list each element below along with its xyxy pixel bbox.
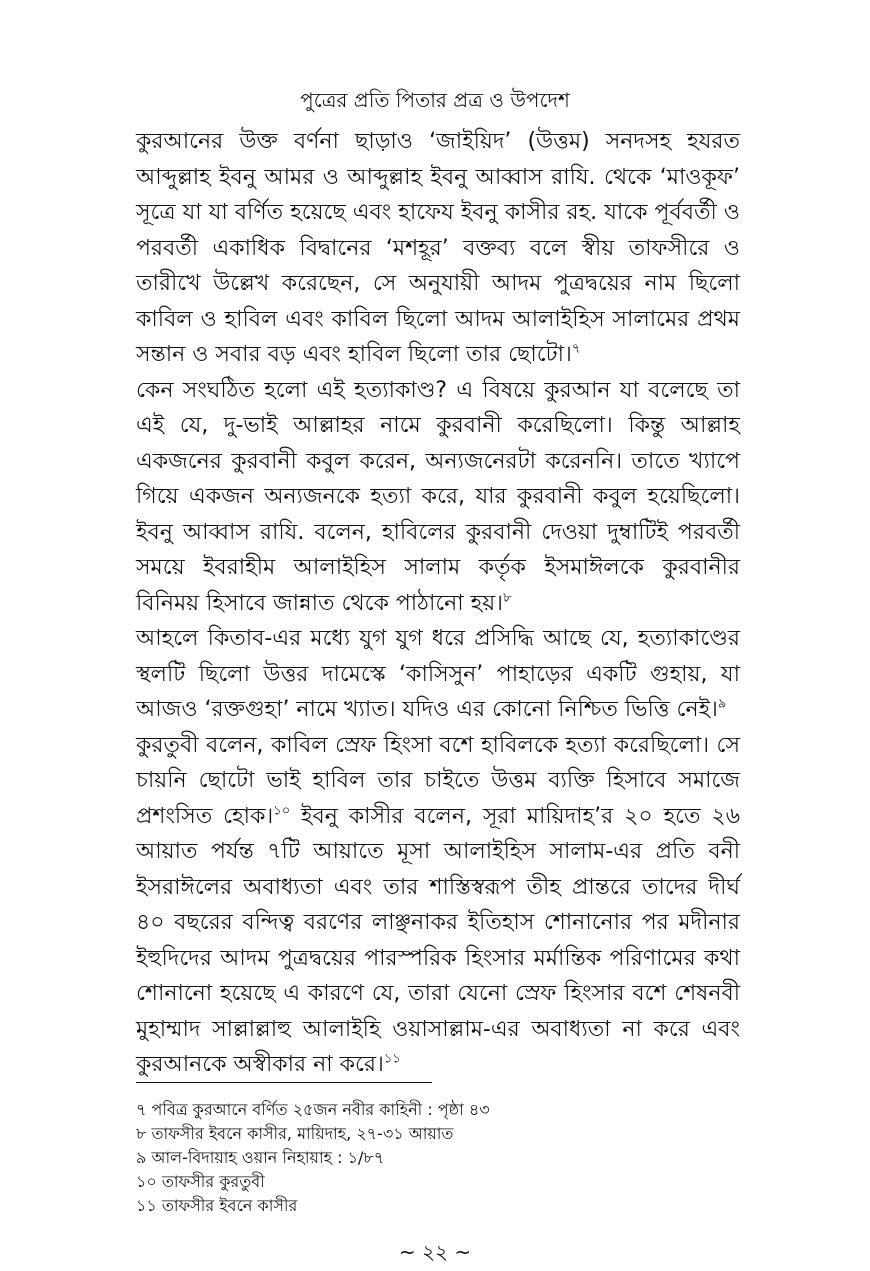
paragraph-2 — [136, 373, 740, 622]
page-number: ~ ২২ ~ — [398, 1240, 472, 1264]
paragraph-text: আহলে কিতাব-এর মধ্যে যুগ যুগ ধরে প্রসিদ্ধি আছে যে, হত্যাকাণ্ডের স্থলটি ছিলো উত্তর দামেস্কে ‘কাসিসুন’ পাহাড়ের একটি গুহায়, যা আজও ‘রক্তগুহা’ নামে খ্যাত। যদিও এর কোনো নিশ্চিত ভিত্তি নেই। — [136, 626, 740, 722]
footnote-separator — [136, 1082, 432, 1083]
footnote-ref-9[interactable]: ৯ — [717, 696, 727, 712]
paragraph-4 — [136, 728, 740, 1083]
body-text — [136, 124, 740, 1083]
paragraph-text: কুরআনের উক্ত বর্ণনা ছাড়াও ‘জাইয়িদ’ (উত্তম) সনদসহ হযরত আব্দুল্লাহ ইবনু আমর ও আব্দুল্লাহ ইবনু আব্বাস রাযি. থেকে ‘মাওকূফ’ সূত্রে যা যা বর্ণিত হয়েছে এবং হাফেয ইবনু কাসীর রহ. যাকে পূর্ববর্তী ও পরবর্তী একাধিক বিদ্বানের ‘মশহূর’ বক্তব্য বলে স্বীয় তাফসীরে ও তারীখে উল্লেখ করেছেন, সে অনুযায়ী আদম পুত্রদ্বয়ের নাম ছিলো কাবিল ও হাবিল এবং কাবিল ছিলো আদম আলাইহিস সালামের প্রথম সন্তান ও সবার বড় এবং হাবিল ছিলো তার ছোটো। — [136, 129, 740, 367]
paragraph-text: কুরতুবী বলেন, কাবিল স্রেফ হিংসা বশে হাবিলকে হত্যা করেছিলো। সে চায়নি ছোটো ভাই হাবিল তার চাইতে উত্তম ব্যক্তি হিসাবে সমাজে প্রশংসিত হোক। — [136, 732, 740, 829]
footnote-ref-11[interactable]: ১১ — [383, 1051, 401, 1067]
footnotes — [136, 1098, 740, 1218]
paragraph-text: কেন সংঘঠিত হলো এই হত্যাকাণ্ড? এ বিষয়ে কুরআন যা বলেছে তা এই যে, দু-ভাই আল্লাহর নামে কুরবানী করেছিলো। কিন্তু আল্লাহ একজনের কুরবানী কবুল করেন, অন্যজনেরটা করেননি। তাতে খ্যাপে গিয়ে একজন অন্যজনকে হত্যা করে, যার কুরবানী কবুল হয়েছিলো। ইবনু আব্বাস রাযি. বলেন, হাবিলের কুরবানী দেওয়া দুম্বাটিই পরবর্তী সময়ে ইবরাহীম আলাইহিস সালাম কর্তৃক ইসমাঈলকে কুরবানীর বিনিময় হিসাবে জান্নাত থেকে পাঠানো হয়। — [136, 377, 740, 616]
paragraph-text-continued: ইবনু কাসীর বলেন, সূরা মায়িদাহ’র ২০ হতে ২৬ আয়াত পর্যন্ত ৭টি আয়াতে মূসা আলাইহিস সালাম-এর প্রতি বনী ইসরাঈলের অবাধ্যতা এবং তার শাস্তিস্বরূপ তীহ প্রান্তরে তাদের দীর্ঘ ৪০ বছরের বন্দিত্ব বরণের লাঞ্ছনাকর ইতিহাস শোনানোর পর মদীনার ইহুদিদের আদম পুত্রদ্বয়ের পারস্পরিক হিংসার মর্মান্তিক পরিণামের কথা শোনানো হয়েছে এ কারণে যে, তারা যেনো স্রেফ হিংসার বশে শেষনবী মুহাম্মাদ সাল্লাল্লাহু আলাইহি ওয়াসাল্লাম-এর অবাধ্যতা না করে এবং কুরআনকে অস্বীকার না করে। — [136, 803, 740, 1077]
paragraph-1 — [136, 124, 740, 373]
footnote-9: ৯ আল-বিদায়াহ ওয়ান নিহায়াহ : ১/৮৭ — [136, 1148, 385, 1167]
footnote-10: ১০ তাফসীর কুরতুবী — [136, 1172, 265, 1191]
footnote-ref-8[interactable]: ৮ — [503, 590, 512, 606]
footnote-ref-10[interactable]: ১০ — [273, 803, 291, 819]
footnote-7: ৭ পবিত্র কুরআনে বর্ণিত ২৫জন নবীর কাহিনী : পৃষ্ঠা ৪৩ — [136, 1100, 490, 1119]
running-head: পুত্রের প্রতি পিতার প্রত্র ও উপদেশ — [300, 88, 570, 112]
footnote-11: ১১ তাফসীর ইবনে কাসীর — [136, 1196, 298, 1215]
footnote-ref-7[interactable]: ৭ — [571, 341, 581, 357]
paragraph-3 — [136, 621, 740, 728]
footnote-8: ৮ তাফসীর ইবনে কাসীর, মায়িদাহ, ২৭-৩১ আয়াত — [136, 1124, 454, 1143]
